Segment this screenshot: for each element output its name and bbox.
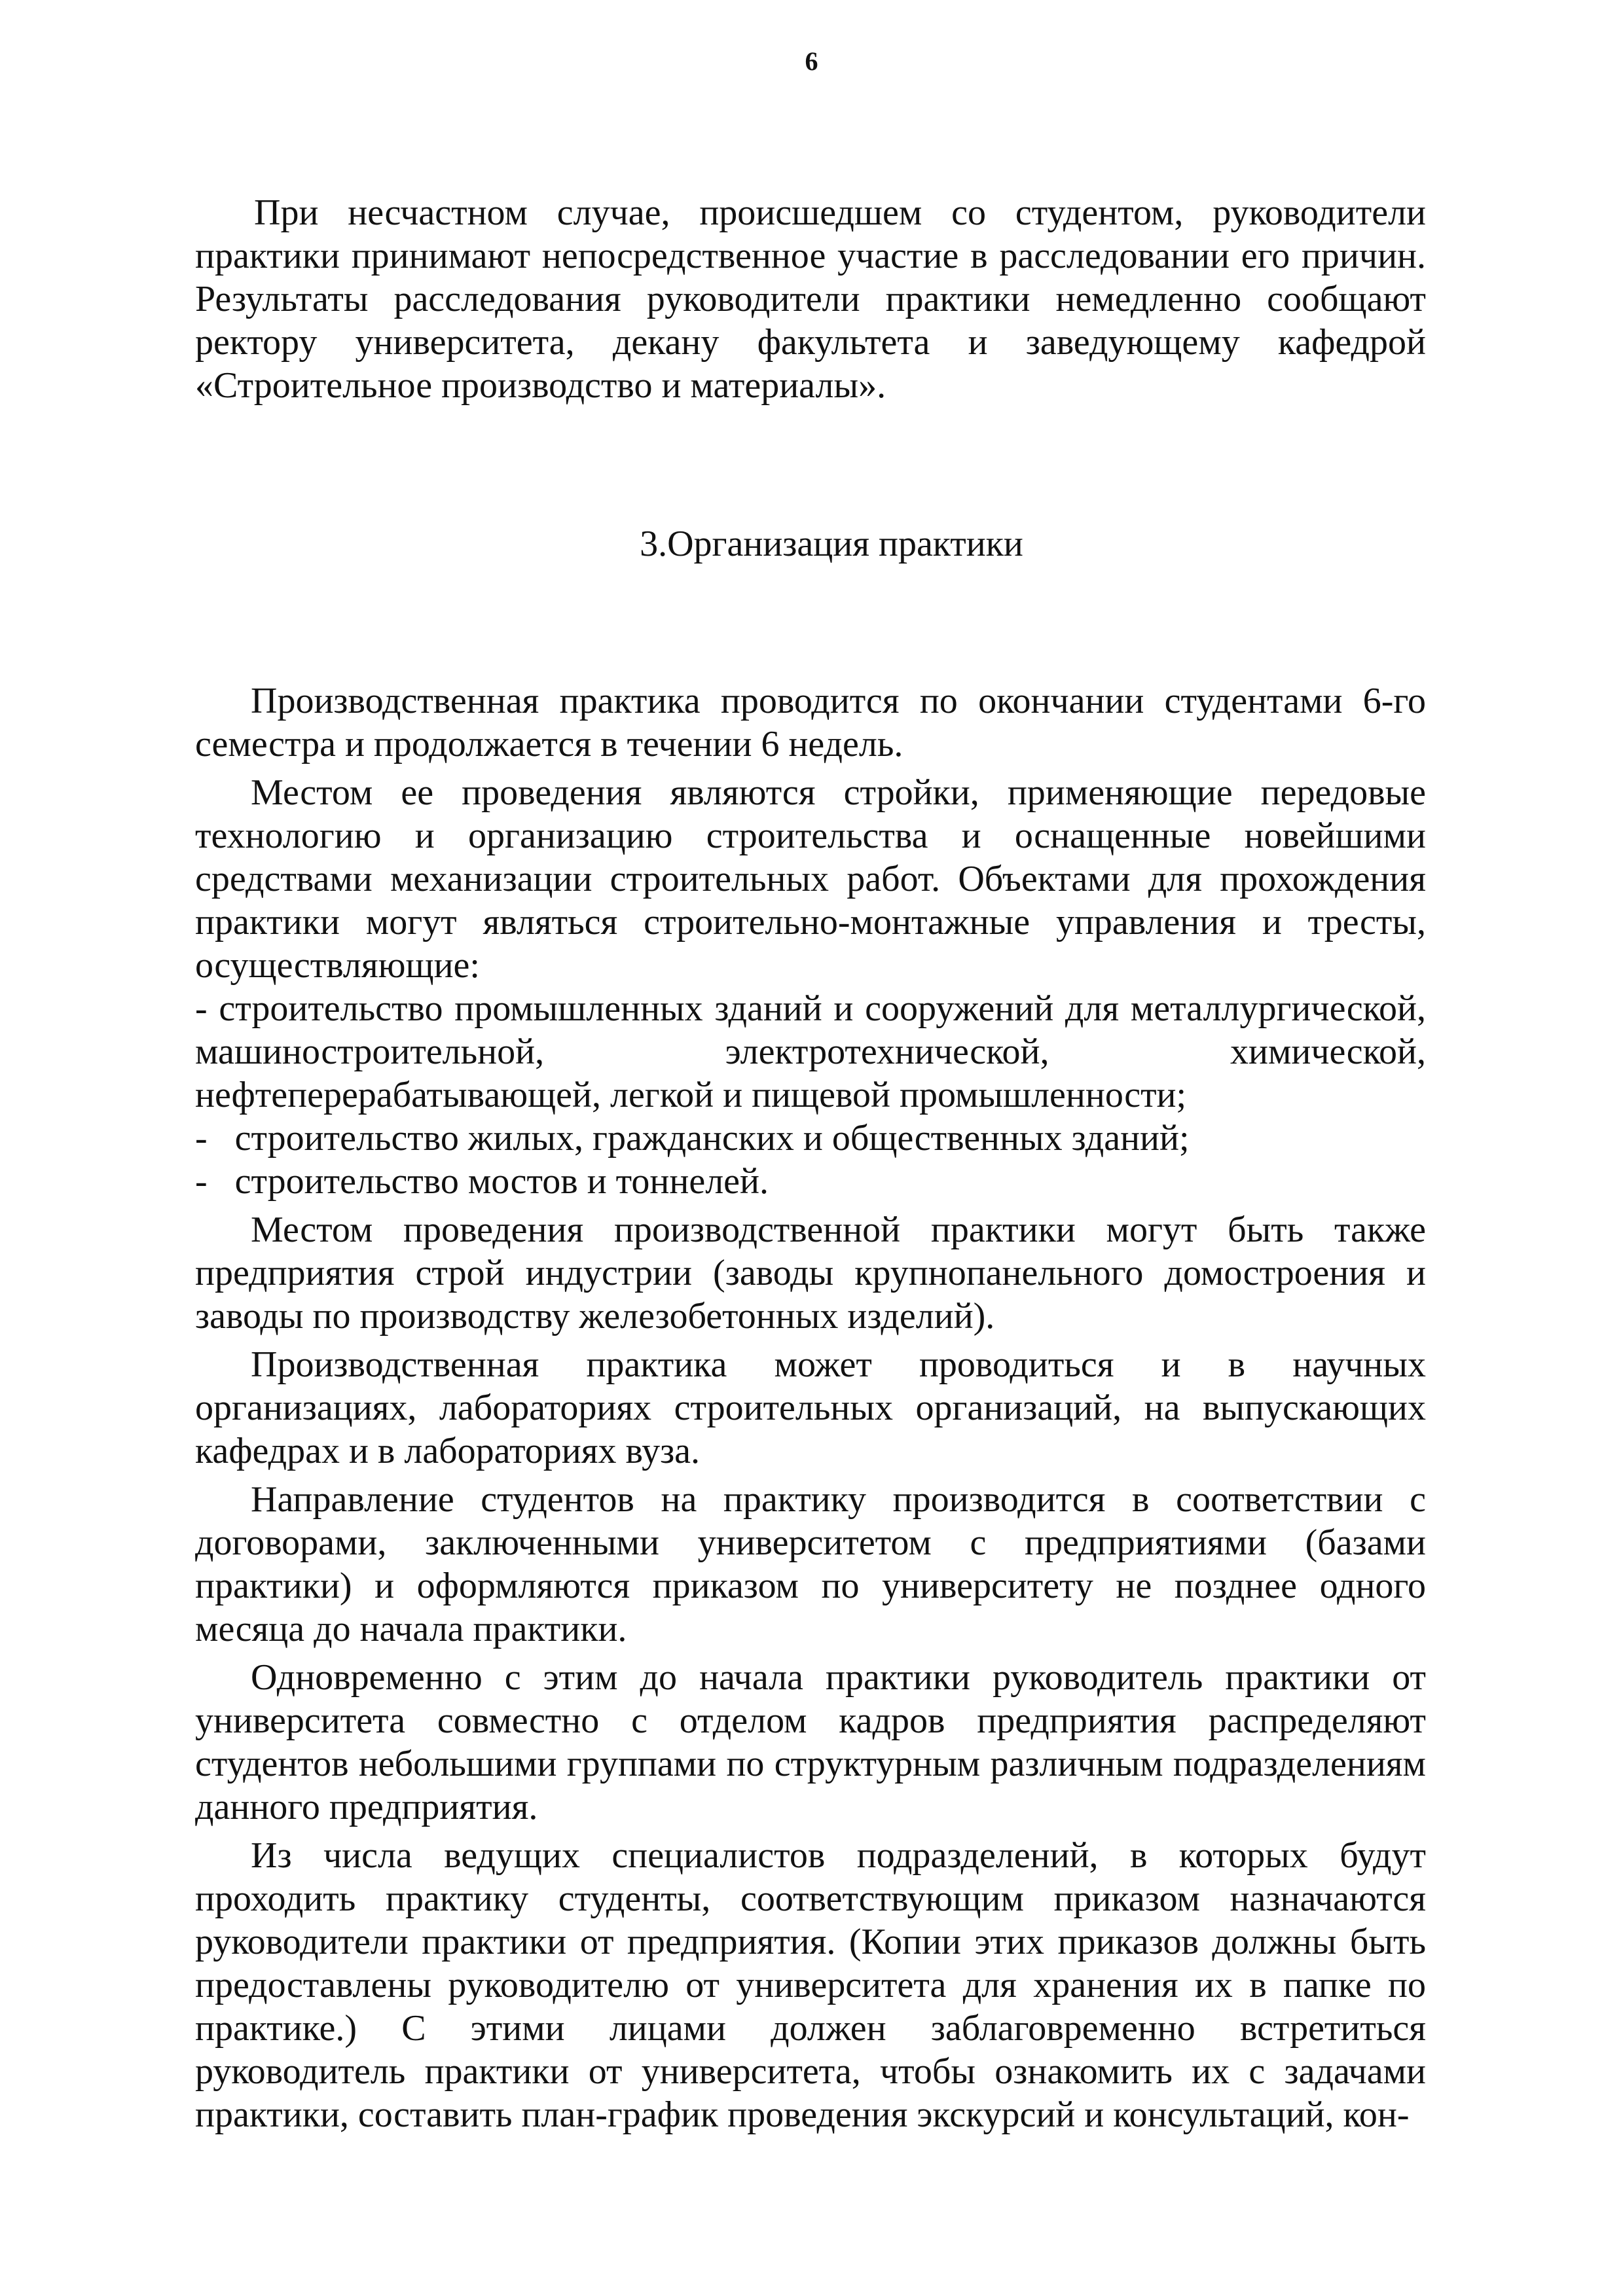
paragraph-distribution: Одновременно с этим до начала практики руководитель практики от университета совместно с отделом кадров предприятия распределяют студентов небольшими группами по структурным различным подразделениям данного предприятия. bbox=[195, 1657, 1426, 1827]
paragraph-duration: Производственная практика проводится по окончании студентами 6-го семестра и продолжается в течении 6 недель. bbox=[195, 681, 1426, 764]
paragraph-location: Местом ее проведения являются стройки, применяющие передовые технологию и организацию строительства и оснащенные новейшими средствами механизации строительных работ. Объектами для прохождения практики могут являться строительно-монтажные управления и тресты, осуществляющие: bbox=[195, 772, 1426, 986]
document-body bbox=[195, 191, 1426, 2136]
list-item-residential: - строительство жилых, гражданских и общественных зданий; bbox=[195, 1118, 1190, 1158]
list-item-bridges: - строительство мостов и тоннелей. bbox=[195, 1161, 769, 1202]
paragraph-research: Производственная практика может проводиться и в научных организациях, лабораториях строительных организаций, на выпускающих кафедрах и в лабораториях вуза. bbox=[195, 1344, 1426, 1471]
intro-paragraph: При несчастном случае, происшедшем со студентом, руководители практики принимают непосредственное участие в расследовании его причин. Результаты расследования руководители практики немедленно сообщают ректору университета, декану факультета и заведующему кафедрой «Строительное производство и материалы». bbox=[195, 192, 1426, 406]
page-number: 6 bbox=[805, 46, 818, 76]
paragraph-enterprises: Местом проведения производственной практики могут быть также предприятия строй индустрии (заводы крупнопанельного домостроения и заводы по производству железобетонных изделий). bbox=[195, 1210, 1426, 1336]
list-item-industrial: - строительство промышленных зданий и сооружений для металлургической, машиностроительной, электротехнической, химической, нефтеперерабатывающей, легкой и пищевой промышленности; bbox=[195, 988, 1426, 1115]
paragraph-assignment: Направление студентов на практику производится в соответствии с договорами, заключенными университетом с предприятиями (базами практики) и оформляются приказом по университету не позднее одного месяца до начала практики. bbox=[195, 1479, 1426, 1649]
paragraph-supervisors: Из числа ведущих специалистов подразделений, в которых будут проходить практику студенты, соответствующим приказом назначаются руководители практики от предприятия. (Копии этих приказов должны быть предоставлены руководителю от университета для хранения их в папке по практике.) С этими лицами должен заблаговременно встретиться руководитель практики от университета, чтобы ознакомить их с задачами практики, составить план-график проведения экскурсий и консультаций, кон- bbox=[195, 1835, 1426, 2135]
section-heading: 3.Организация практики bbox=[640, 524, 1023, 564]
